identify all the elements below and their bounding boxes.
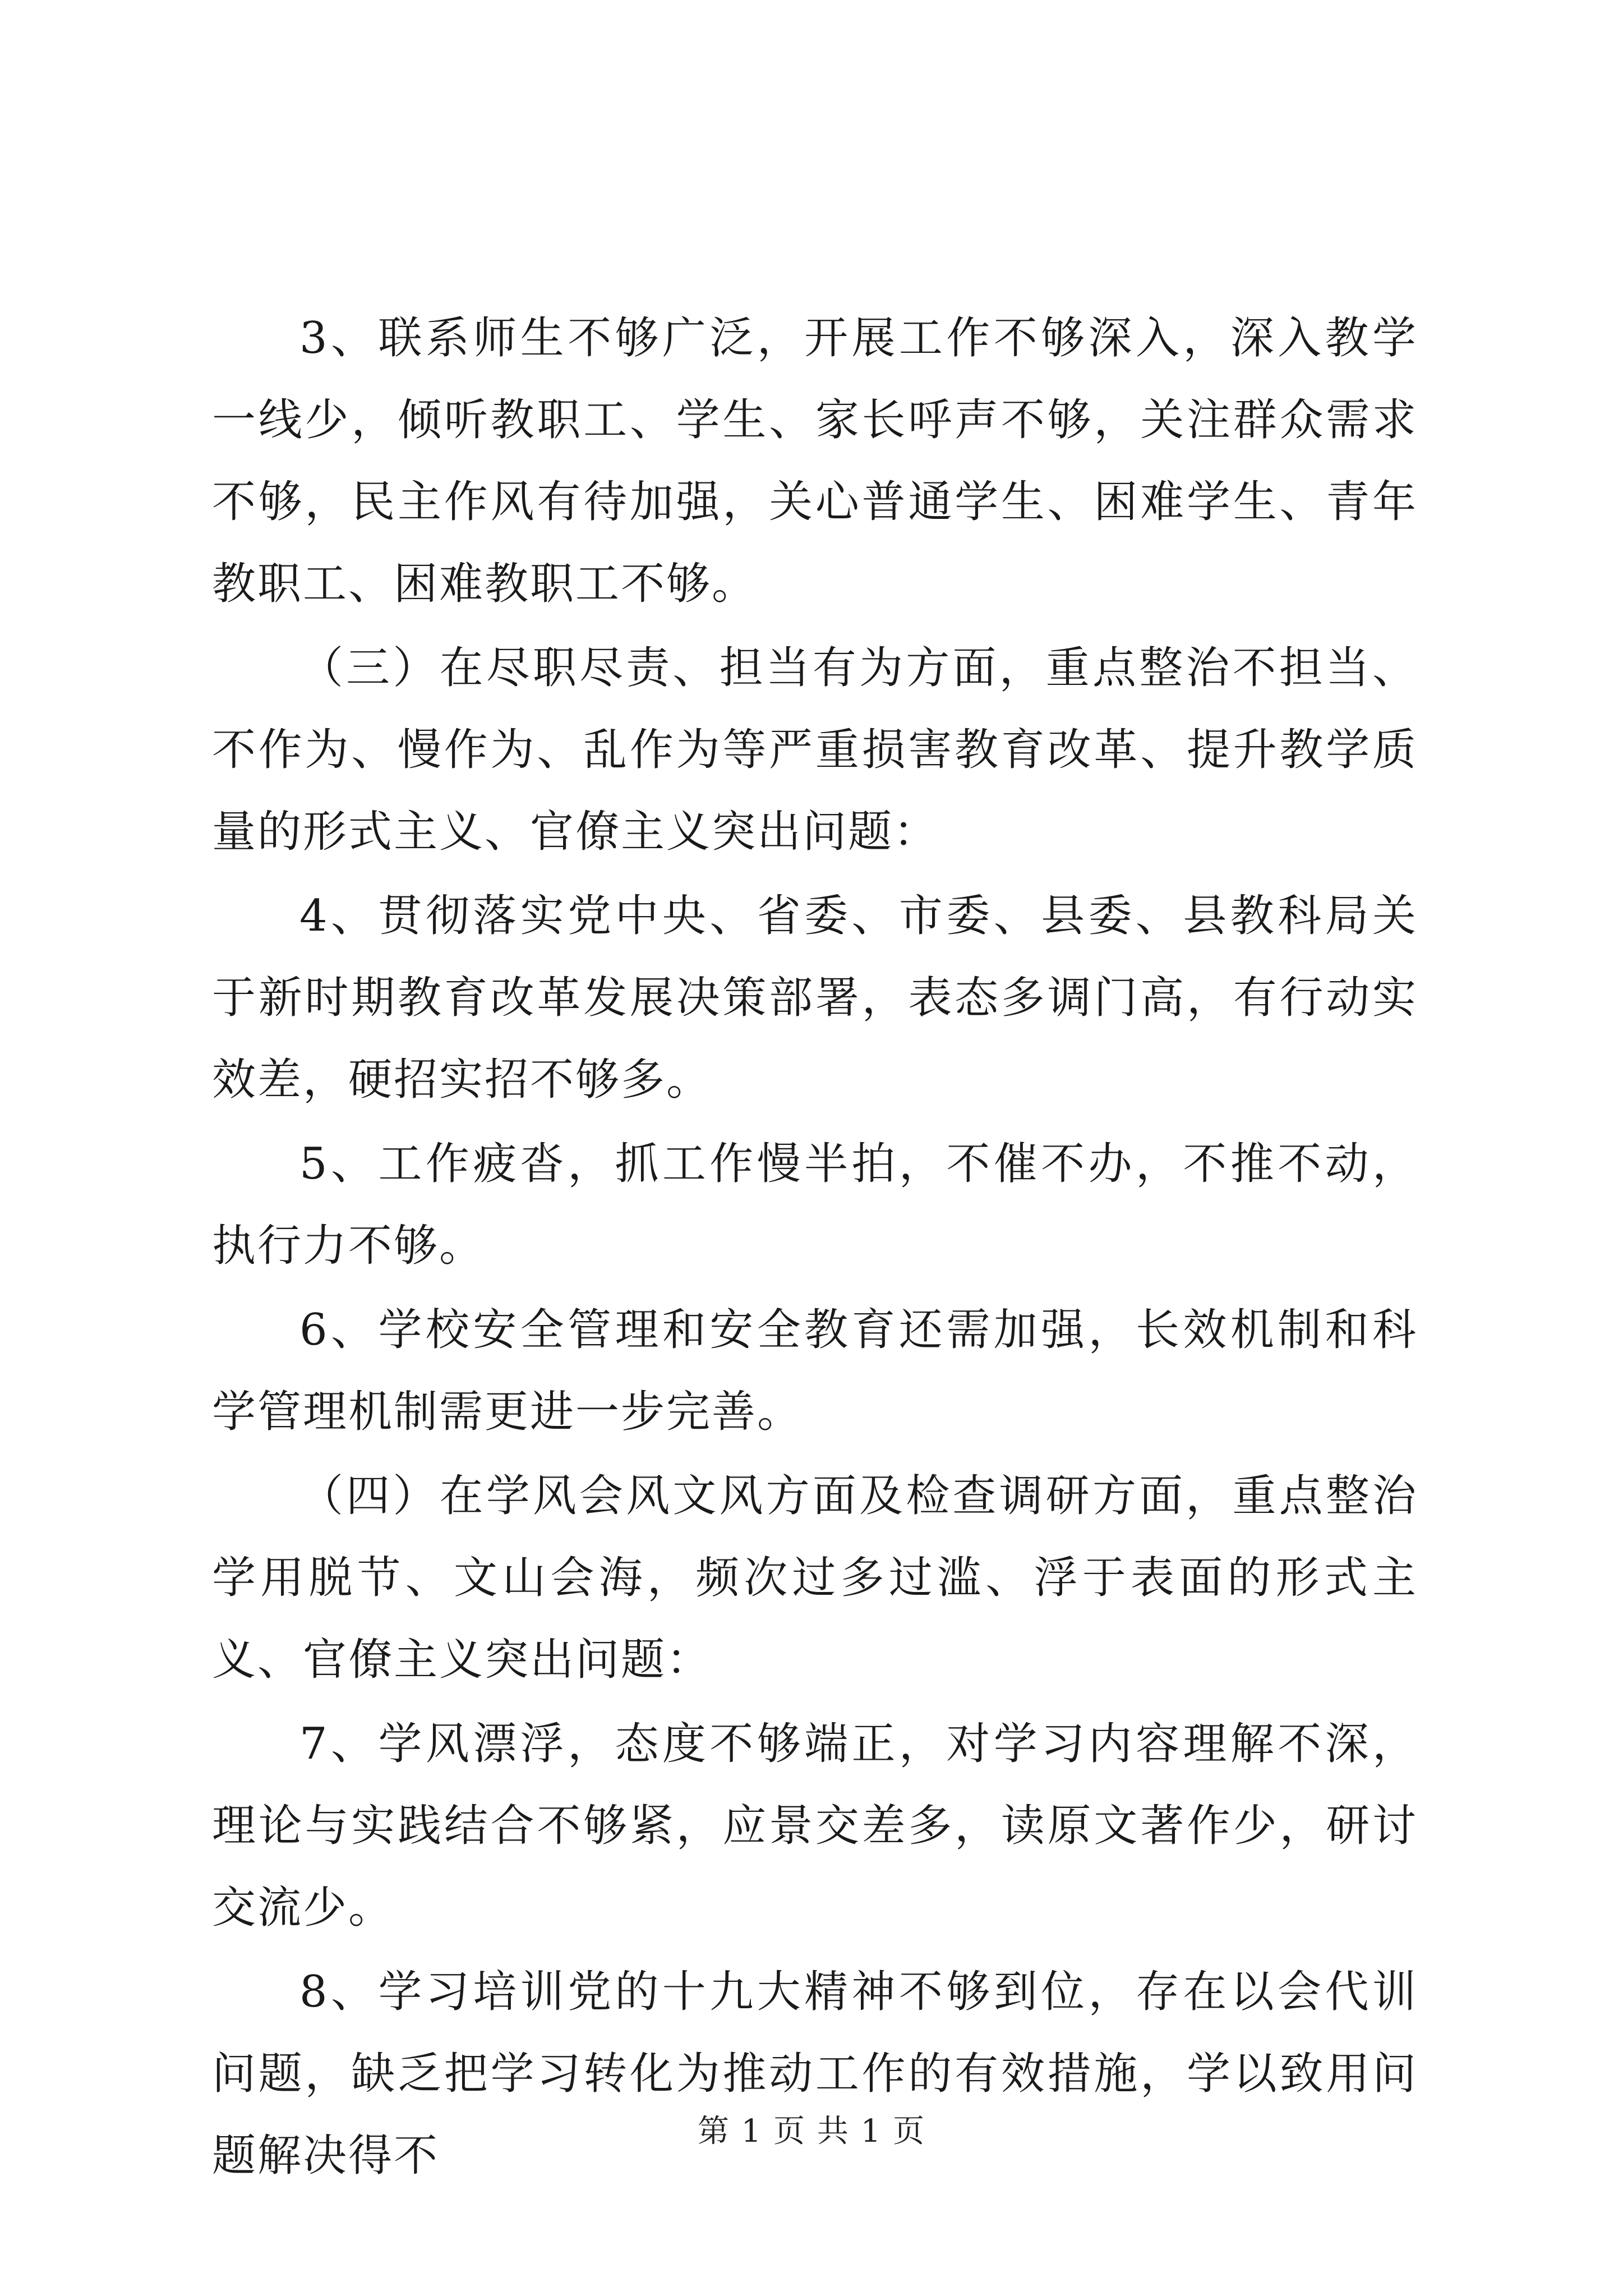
- paragraph-item-5: 5、工作疲沓，抓工作慢半拍，不催不办，不推不动，执行力不够。: [212, 1139, 1418, 1271]
- paragraph-item-7: 7、学风漂浮，态度不够端正，对学习内容理解不深，理论与实践结合不够紧，应景交差多，读原文著作少，研讨交流少。: [212, 1719, 1418, 1933]
- paragraph-item-6: 6、学校安全管理和安全教育还需加强，长效机制和科学管理机制需更进一步完善。: [212, 1305, 1418, 1437]
- paragraph-item-8: 8、学习培训党的十九大精神不够到位，存在以会代训问题，缺乏把学习转化为推动工作的有效措施，学以致用问题解决得不: [212, 1967, 1418, 2181]
- paragraph-item-4: 4、贯彻落实党中央、省委、市委、县委、县教科局关于新时期教育改革发展决策部署，表态多调门高，有行动实效差，硬招实招不够多。: [212, 891, 1418, 1105]
- page-number-footer: 第 1 页 共 1 页: [697, 2113, 926, 2150]
- paragraph-item-3: 3、联系师生不够广泛，开展工作不够深入，深入教学一线少，倾听教职工、学生、家长呼声不够，关注群众需求不够，民主作风有待加强，关心普通学生、困难学生、青年教职工、困难教职工不够。: [212, 313, 1418, 609]
- section-heading-4: （四）在学风会风文风方面及检查调研方面，重点整治学用脱节、文山会海，频次过多过滥、浮于表面的形式主义、官僚主义突出问题：: [212, 1471, 1418, 1685]
- section-heading-3: （三）在尽职尽责、担当有为方面，重点整治不担当、不作为、慢作为、乱作为等严重损害教育改革、提升教学质量的形式主义、官僚主义突出问题：: [212, 643, 1418, 857]
- document-body: [212, 297, 1418, 2199]
